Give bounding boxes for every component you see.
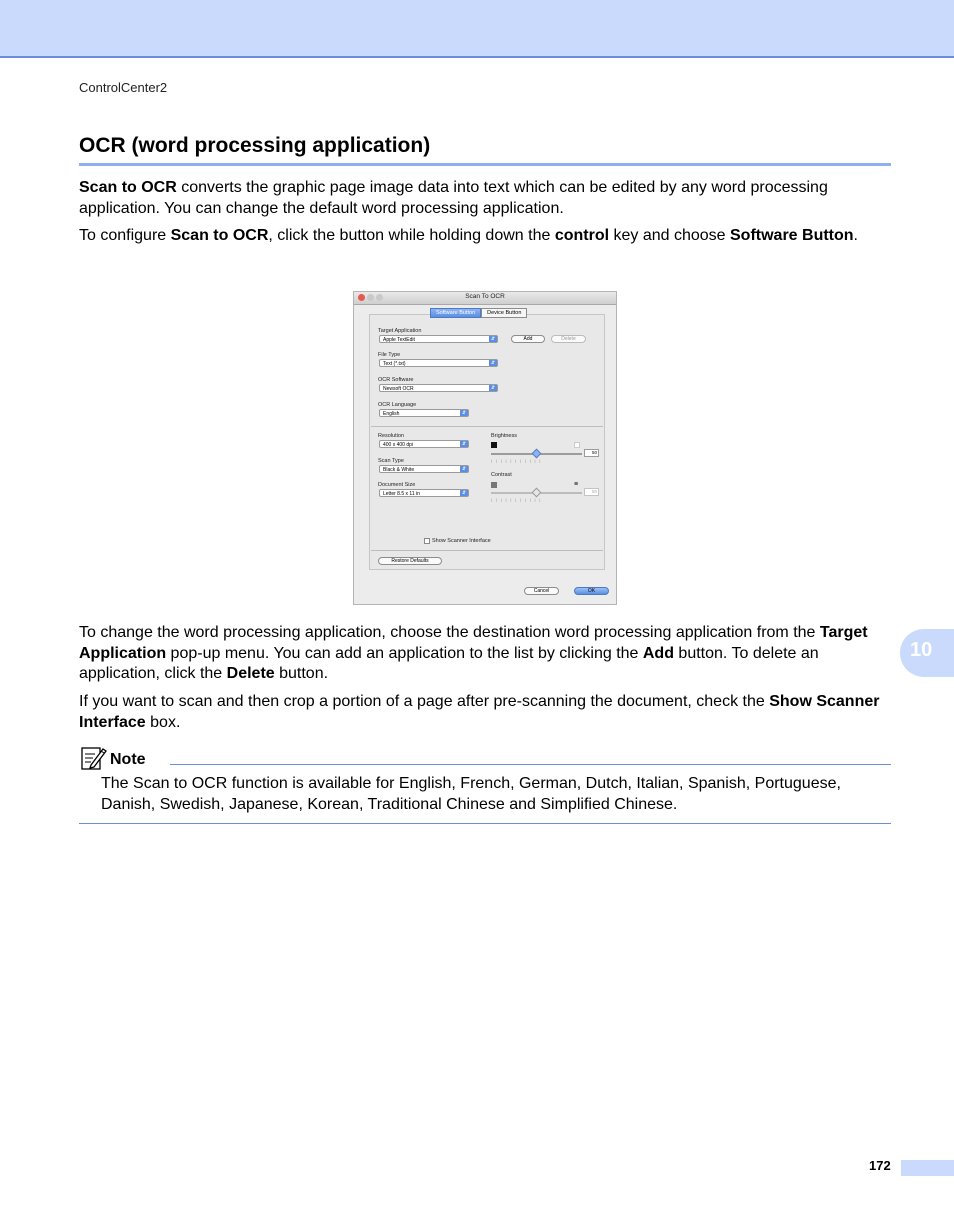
scan-type-select[interactable]: Black & White ⇵ <box>379 465 469 473</box>
document-size-select[interactable]: Letter 8.5 x 11 in ⇵ <box>379 489 469 497</box>
light-square-icon <box>574 442 580 448</box>
popup-arrows-icon: ⇵ <box>490 360 496 366</box>
add-button[interactable]: Add <box>511 335 545 343</box>
resolution-label: Resolution <box>378 433 404 439</box>
page-number: 172 <box>869 1158 891 1173</box>
running-title: ControlCenter2 <box>79 80 168 95</box>
show-scanner-interface-label: Show Scanner Interface <box>432 538 491 544</box>
page-number-bar <box>901 1160 954 1176</box>
section-title-rule <box>79 163 891 166</box>
ok-button[interactable]: OK <box>574 587 609 595</box>
brightness-slider-knob[interactable] <box>532 449 542 459</box>
paragraph-change-application: To change the word processing application, choose the destination word processing application from the Target Application pop-up menu. You can add an application to the list by clicking the Add button. To delete an application, click the Delete button. <box>79 624 868 682</box>
restore-defaults-button[interactable]: Restore Defaults <box>378 557 442 565</box>
popup-arrows-icon: ⇵ <box>490 336 496 342</box>
popup-arrows-icon: ⇵ <box>461 441 467 447</box>
contrast-label: Contrast <box>491 472 512 478</box>
brightness-label: Brightness <box>491 433 517 439</box>
note-top-rule <box>170 764 891 765</box>
cancel-button[interactable]: Cancel <box>524 587 559 595</box>
dialog-tabs <box>430 308 527 318</box>
delete-button[interactable]: Delete <box>551 335 586 343</box>
note-text: The Scan to OCR function is available for English, French, German, Dutch, Italian, Spanish, Portuguese, Danish, Swedish, Japanese, Korean, Traditional Chinese and Simplified Chinese. <box>101 775 841 813</box>
popup-arrows-icon: ⇵ <box>461 466 467 472</box>
tab-software-button[interactable]: Software Button <box>430 308 481 318</box>
dialog-title-bar <box>354 292 616 305</box>
popup-arrows-icon: ⇵ <box>490 385 496 391</box>
file-type-select[interactable]: Text (*.txt) ⇵ <box>379 359 498 367</box>
top-header-band <box>0 0 954 56</box>
paragraph-show-scanner: If you want to scan and then crop a portion of a page after pre-scanning the document, check the Show Scanner Interface box. <box>79 693 880 731</box>
panel-divider <box>371 426 603 427</box>
contrast-slider-knob[interactable] <box>532 488 542 498</box>
note-bottom-rule <box>79 823 891 824</box>
file-type-label: File Type <box>378 352 401 358</box>
low-contrast-icon <box>491 482 497 488</box>
note-pencil-icon <box>81 745 107 771</box>
dark-square-icon <box>491 442 497 448</box>
target-application-select[interactable]: Apple TextEdit ⇵ <box>379 335 498 343</box>
show-scanner-interface-checkbox[interactable] <box>424 538 430 544</box>
ocr-software-label: OCR Software <box>378 377 414 383</box>
ocr-language-select[interactable]: English ⇵ <box>379 409 469 417</box>
scan-to-ocr-dialog-screenshot <box>353 291 617 605</box>
target-application-label: Target Application <box>378 328 422 334</box>
panel-divider-bottom <box>371 550 603 551</box>
popup-arrows-icon: ⇵ <box>461 490 467 496</box>
contrast-value-field[interactable]: 50 <box>584 488 599 496</box>
high-contrast-icon: ≡ <box>574 481 579 488</box>
section-title: OCR (word processing application) <box>79 134 431 157</box>
ocr-language-label: OCR Language <box>378 402 417 408</box>
ocr-software-select[interactable]: Newsoft OCR ⇵ <box>379 384 498 392</box>
note-title: Note <box>110 751 146 768</box>
settings-panel <box>369 314 605 570</box>
paragraph-intro: Scan to OCR converts the graphic page image data into text which can be edited by any word processing application. You can change the default word processing application. <box>79 179 828 217</box>
scan-type-label: Scan Type <box>378 458 404 464</box>
brightness-ticks: ||||||||||| <box>491 458 545 463</box>
tab-device-button[interactable]: Device Button <box>481 308 527 318</box>
dialog-title: Scan To OCR <box>465 293 505 300</box>
popup-arrows-icon: ⇵ <box>461 410 467 416</box>
brightness-value-field[interactable]: 50 <box>584 449 599 457</box>
chapter-number: 10 <box>910 639 933 661</box>
top-header-rule <box>0 56 954 58</box>
resolution-select[interactable]: 400 x 400 dpi ⇵ <box>379 440 469 448</box>
contrast-ticks: ||||||||||| <box>491 497 545 502</box>
document-size-label: Document Size <box>378 482 416 488</box>
paragraph-configure: To configure Scan to OCR, click the button while holding down the control key and choose Software Button. <box>79 227 858 244</box>
